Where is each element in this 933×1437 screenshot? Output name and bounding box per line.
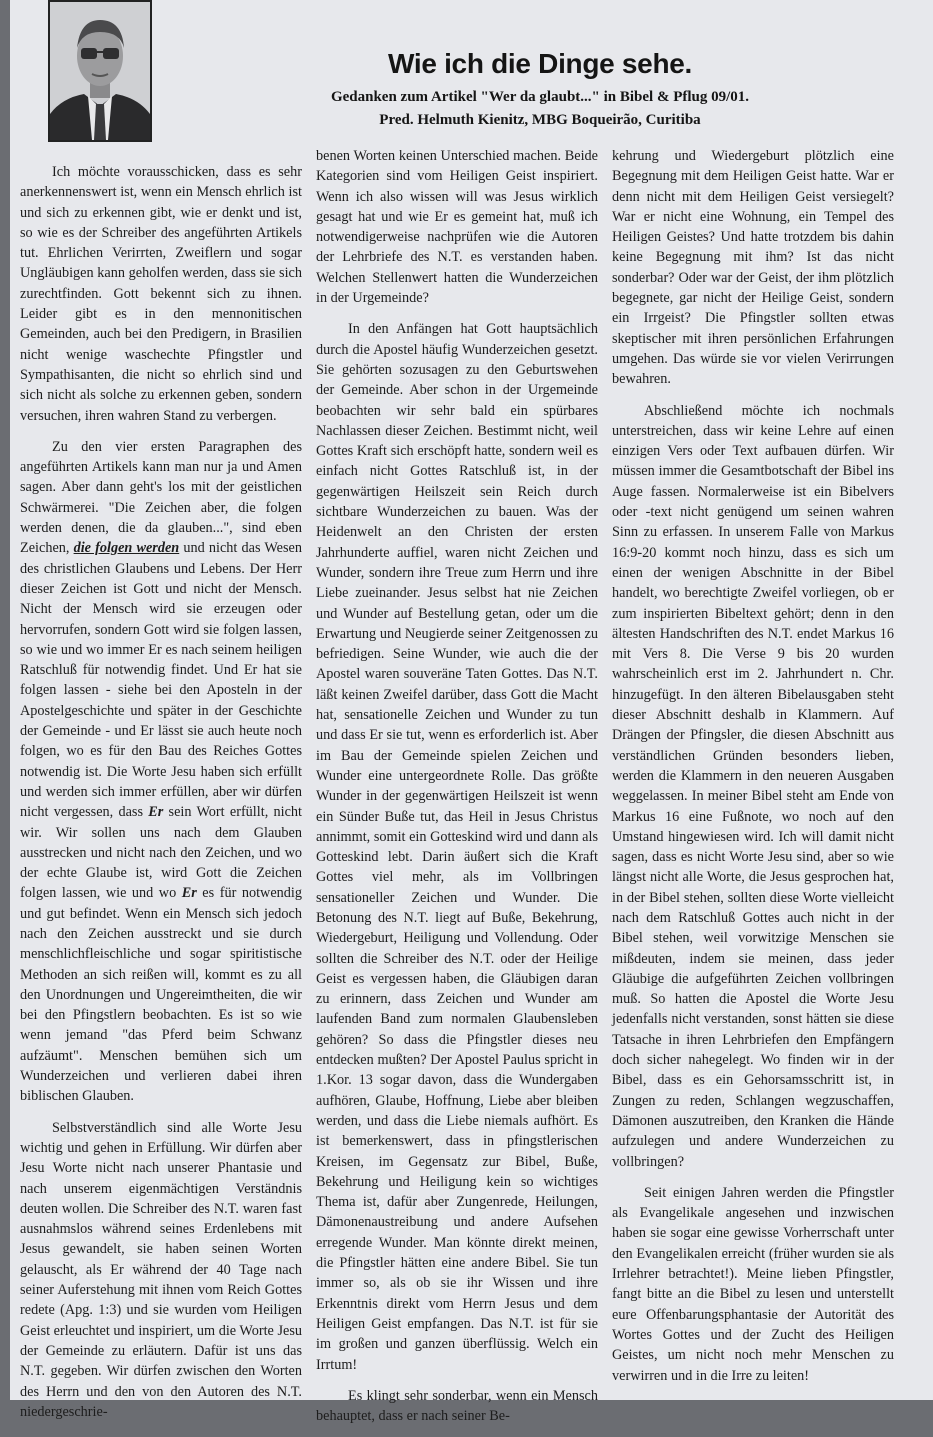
emphasis-italic: Er: [148, 804, 164, 821]
column-1: [20, 162, 302, 1433]
paragraph: Selbstverständlich sind alle Worte Jesu wichtig und gehen in Erfüllung. Wir dürfen aber Jesu Worte nicht nach unserer Phantasie und nach unserem eigenmächtigen Verständnis deuten wollen. Die Schreiber des N.T. waren fast ausnahmslos während seines Erdenlebens mit Jesus gewandelt, sie haben seinen Worten gelauscht, als Er während der 40 Tage nach seiner Auferstehung mit ihnen vom Reich Gottes redete (Apg. 1:3) und sie wurden vom Heiligen Geist erleuchtet und inspiriert, um die Worte Jesu der Gemeinde zu erläutern. Dafür ist uns das N.T. gegeben. Wir dürfen zwischen den Worten des Herrn und den von den Autoren des N.T. niedergeschrie-: [20, 1119, 302, 1420]
text-segment: sein Wort erfüllt, nicht wir. Wir sollen uns nach dem Glauben ausstrecken und nicht nach den Zeichen, und wo der echte Glaube ist, wird Gott die Zeichen folgen lassen, wie und wo: [20, 804, 302, 902]
author-portrait-image: [50, 2, 150, 140]
paragraph: Abschließend möchte ich nochmals unterstreichen, dass wir keine Lehre auf einen einzigen Vers oder Text aufbauen dürfen. Wir müssen immer die Gesamtbotschaft der Bibel ins Auge fassen. Normalerweise ist ein Bibelvers oder -text nicht genügend um seinen wahren Sinn zu erfassen. In unserem Falle von Markus 16:9-20 kommt noch hinzu, dass es sich um einen der wenigen Abschnitte in der Bibel handelt, wo berechtigte Zweifel vorliegen, ob er zum inspirierten Bibeltext gehört; denn in den ältesten Handschriften des N.T. endet Markus 16 mit Vers 8. Die Verse 9 bis 20 wurden wahrscheinlich erst im 2. Jahrhundert n. Chr. hinzugefügt. In den älteren Bibelausgaben steht dieser Abschnitt deshalb in Klammern. Auf Drängen der Pfingsler, die diesen Abschnitt aus verständlichen Gründen besonders lieben, werden die Klammern in den neueren Ausgaben weggelassen. In meiner Bibel steht am Ende von Markus 16 eine Fußnote, wo noch auf den Umstand hingewiesen wird. Ich will damit nicht sagen, dass es nicht Worte Jesu sind, aber so wie längst nicht alle Worte, die Jesus gesprochen hat, in der Bibel stehen, sollten diese Worte vielleicht nach dem Ratschluß Gottes auch nicht in der Bibel stehen, weil vorwitzige Menschen sie mißdeuten, indem sie meinen, dass jeder Gläubige die aufgeführten Zeichen vollbringen muß. So hatten die Apostel die Worte Jesu jedenfalls nicht verstanden, sonst hätten sie diese Tatsache in ihren Lehrbriefen den Empfängern doch sicher nahegelegt. Wo finden wir in der Bibel, dass es ein Gehorsamsschritt ist, in Zungen zu reden, Schlangen wegzuschaffen, Dämonen auszutreiben, den Kranken die Hände aufzulegen und andere Wunderzeichen zu vollbringen?: [612, 402, 894, 1170]
text-segment: und nicht das Wesen des christlichen Glaubens und Lebens. Der Herr dieser Zeichen ist Gott und nicht der Mensch. Nicht der Mensch wird sie erzeugen oder hervorrufen, sondern Gott wird sie folgen lassen, so wie und wo immer Er es nach seinem heiligen Ratschluß für notwendig findet. Und Er hat sie folgen lassen - siehe bei den Aposteln in der Apostelgeschichte und später in der Geschichte der Gemeinde - und Er lässt sie auch heute noch folgen, wo es für den Bau des Reiches Gottes notwendig ist. Die Worte Jesu haben sich erfüllt und werden sich immer erfüllen, aber wir dürfen nicht vergessen, dass: [20, 540, 302, 821]
column-2: [316, 146, 598, 1437]
paragraph: Seit einigen Jahren werden die Pfingstler als Evangelikale angesehen und inzwischen haben sie sogar eine gewisse Vorherrschaft unter den Evangelikalen erreicht (früher wurden sie als Irrlehrer betrachtet!). Meine lieben Pfingstler, fangt bitte an die Bibel zu lesen und unterstellt eure Offenbarungsphantasie der Autorität des Wortes Gottes und der Zucht des Heiligen Geistes, um nicht noch mehr Menschen zu verwirren und in die Irre zu leiten!: [612, 1184, 894, 1384]
text-segment: es für notwendig und gut befindet. Wenn ein Mensch sich jedoch nach den Zeichen ausstreckt und sie durch menschlichfleischliche und sogar spiritistische Methoden an sich reißen will, kommt es zu all den Unordnungen und Ungereimtheiten, die wir bei den Pfingstlern beobachten. Es ist so wie wenn jemand "das Pferd beim Schwanz aufzäumt". Menschen bemühen sich um Wunderzeichen und verlieren dabei ihren biblischen Glauben.: [20, 885, 302, 1105]
paragraph: [20, 437, 302, 1107]
article-header: [160, 48, 920, 132]
paragraph: kehrung und Wiedergeburt plötzlich eine Begegnung mit dem Heiligen Geist hatte. War er denn nicht mit dem Heiligen Geist versiegelt? War er nicht eine Wohnung, ein Tempel des Heiligen Geistes? Und hatte trotzdem bis dahin keine Begegnung mit ihm? Ist das nicht sonderbar? Oder war der Geist, der ihm plötzlich begegnete, gar nicht der Heilige Geist, sondern ein Irrgeist? Die Pfingstler sollten etwas skeptischer mit ihren persönlichen Erfahrungen umgehen. Das würde sie vor vielen Verirrungen bewahren.: [612, 148, 894, 388]
article-author: Pred. Helmuth Kienitz, MBG Boqueirão, Curitiba: [379, 112, 701, 128]
column-3: [612, 146, 894, 1397]
emphasis-underlined: die folgen werden: [73, 540, 180, 557]
text-segment: Zu den vier ersten Paragraphen des angeführten Artikels kann man nur ja und Amen sagen. Aber dann geht's los mit der geistlichen Schwärmerei. "Die Zeichen aber, die folgen werden denen, die da glauben...", sind eben Zeichen,: [20, 438, 302, 557]
article-subtitle: Gedanken zum Artikel "Wer da glaubt..." in Bibel & Pflug 09/01.: [330, 89, 750, 105]
paragraph: Ich möchte vorausschicken, dass es sehr anerkennenswert ist, wenn ein Mensch ehrlich ist und sich zu erkennen gibt, wie er denkt und ist, so wie es der Schreiber des angeführten Artikels tut. Ehrlichen Verirrten, Zweiflern und sogar Ungläubigen kann geholfen werden, dass sie sich zurechtfinden. Gott bekennt sich zu ihnen. Leider gibt es in den mennonitischen Gemeinden, auch bei den Predigern, in Brasilien nicht wenige waschechte Pfingstler und Sympathisanten, die nicht so ehrlich sind und sich nicht als solche zu erkennen geben, sondern versuchen, ihren wahren Stand zu verbergen.: [20, 164, 302, 424]
paragraph: benen Worten keinen Unterschied machen. Beide Kategorien sind vom Heiligen Geist inspiriert. Wenn ich also wissen will was Jesus wirklich gesagt hat und wie Er es gemeint hat, muß ich notwendigerweise nachprüfen wie die Autoren der Lehrbriefe des N.T. es verstanden haben. Welchen Stellenwert hatten die Wunderzeichen in der Urgemeinde?: [316, 148, 598, 307]
paragraph: Es klingt sehr sonderbar, wenn ein Mensch behauptet, dass er nach seiner Be-: [316, 1387, 598, 1425]
paragraph: In den Anfängen hat Gott hauptsächlich durch die Apostel häufig Wunderzeichen gesetzt. Sie gehörten sozusagen zu den Geburtswehen der Gemeinde. Aber schon in der Urgemeinde beobachten wir sehr bald ein spürbares Nachlassen dieser Zeichen. Bestimmt nicht, weil Gottes Kraft sich erschöpft hatte, sondern weil es einfach nicht Gottes Ratschluß ist, in der gegenwärtigen Heilszeit sein Reich durch sichtbare Wunderzeichen zu bauen. Was der Heidenwelt an den Christen der ersten Jahrhunderte auffiel, waren nicht Zeichen und Wunder, sondern ihre Treue zum Herrn und ihre Liebe zueinander. Jesus selbst hat nie Zeichen und Wunder auf Bestellung getan, oder um die Erwartung und Neugierde seiner Zeitgenossen zu befriedigen. Seine Wunder, wie auch die der Apostel waren souveräne Taten Gottes. Das N.T. läßt keinen Zweifel darüber, dass Gott die Macht hat, sensationelle Zeichen und Wunder zu tun und dass Er sie tut, wenn es erforderlich ist. Aber im Bau der Gemeinde spielen Zeichen und Wunder eine untergeordnete Rolle. Das größte Wunder in der gegenwärtigen Heilszeit ist wenn ein Sünder Buße tut, das Heil in Jesus Christus annimmt, somit ein Gotteskind wird und dann als Gotteskind lebt. Darin äußert sich die Kraft Gottes viel mehr, als im Vollbringen sensationeller Zeichen und Wunder. Die Betonung des N.T. liegt auf Buße, Bekehrung, Wiedergeburt, Heiligung und Vollendung. Oder sollten die Schreiber des N.T. oder der Heilige Geist es vergessen haben, die Gläubigen daran zu erinnern, dass Zeichen und Wunder am laufenden Band zum normalen Glaubensleben gehören? So dass die Pfingstler dieses neu entdecken mußten? Der Apostel Paulus spricht in 1.Kor. 13 sogar davon, dass die Wundergaben aufhören, Glaube, Hoffnung, Liebe aber bleiben werden, und dass die Liebe niemals aufhört. Es ist bemerkenswert, dass in pfingstlerischen Kreisen, im Gegensatz zur Bibel, Buße, Bekehrung und Heiligung kein so wichtiges Thema ist, dafür aber Zungenrede, Heilungen, Dämonenaustreibung und andere Aufsehen erregende Wunder. Man könnte direkt meinen, die Pfingstler hätten eine andere Bibel. Sie tun immer so, als ob sie ihr Wissen und ihre Erkenntnis direkt vom Herrn Jesus und dem Heiligen Geist empfangen. Das N.T. ist für sie im großen und ganzen überflüssig. Welch ein Irrtum!: [316, 321, 598, 1373]
emphasis-italic: Er: [181, 885, 197, 902]
newspaper-page: [10, 0, 933, 1425]
article-title: Wie ich die Dinge sehe.: [387, 48, 693, 79]
author-photo: [48, 0, 152, 142]
